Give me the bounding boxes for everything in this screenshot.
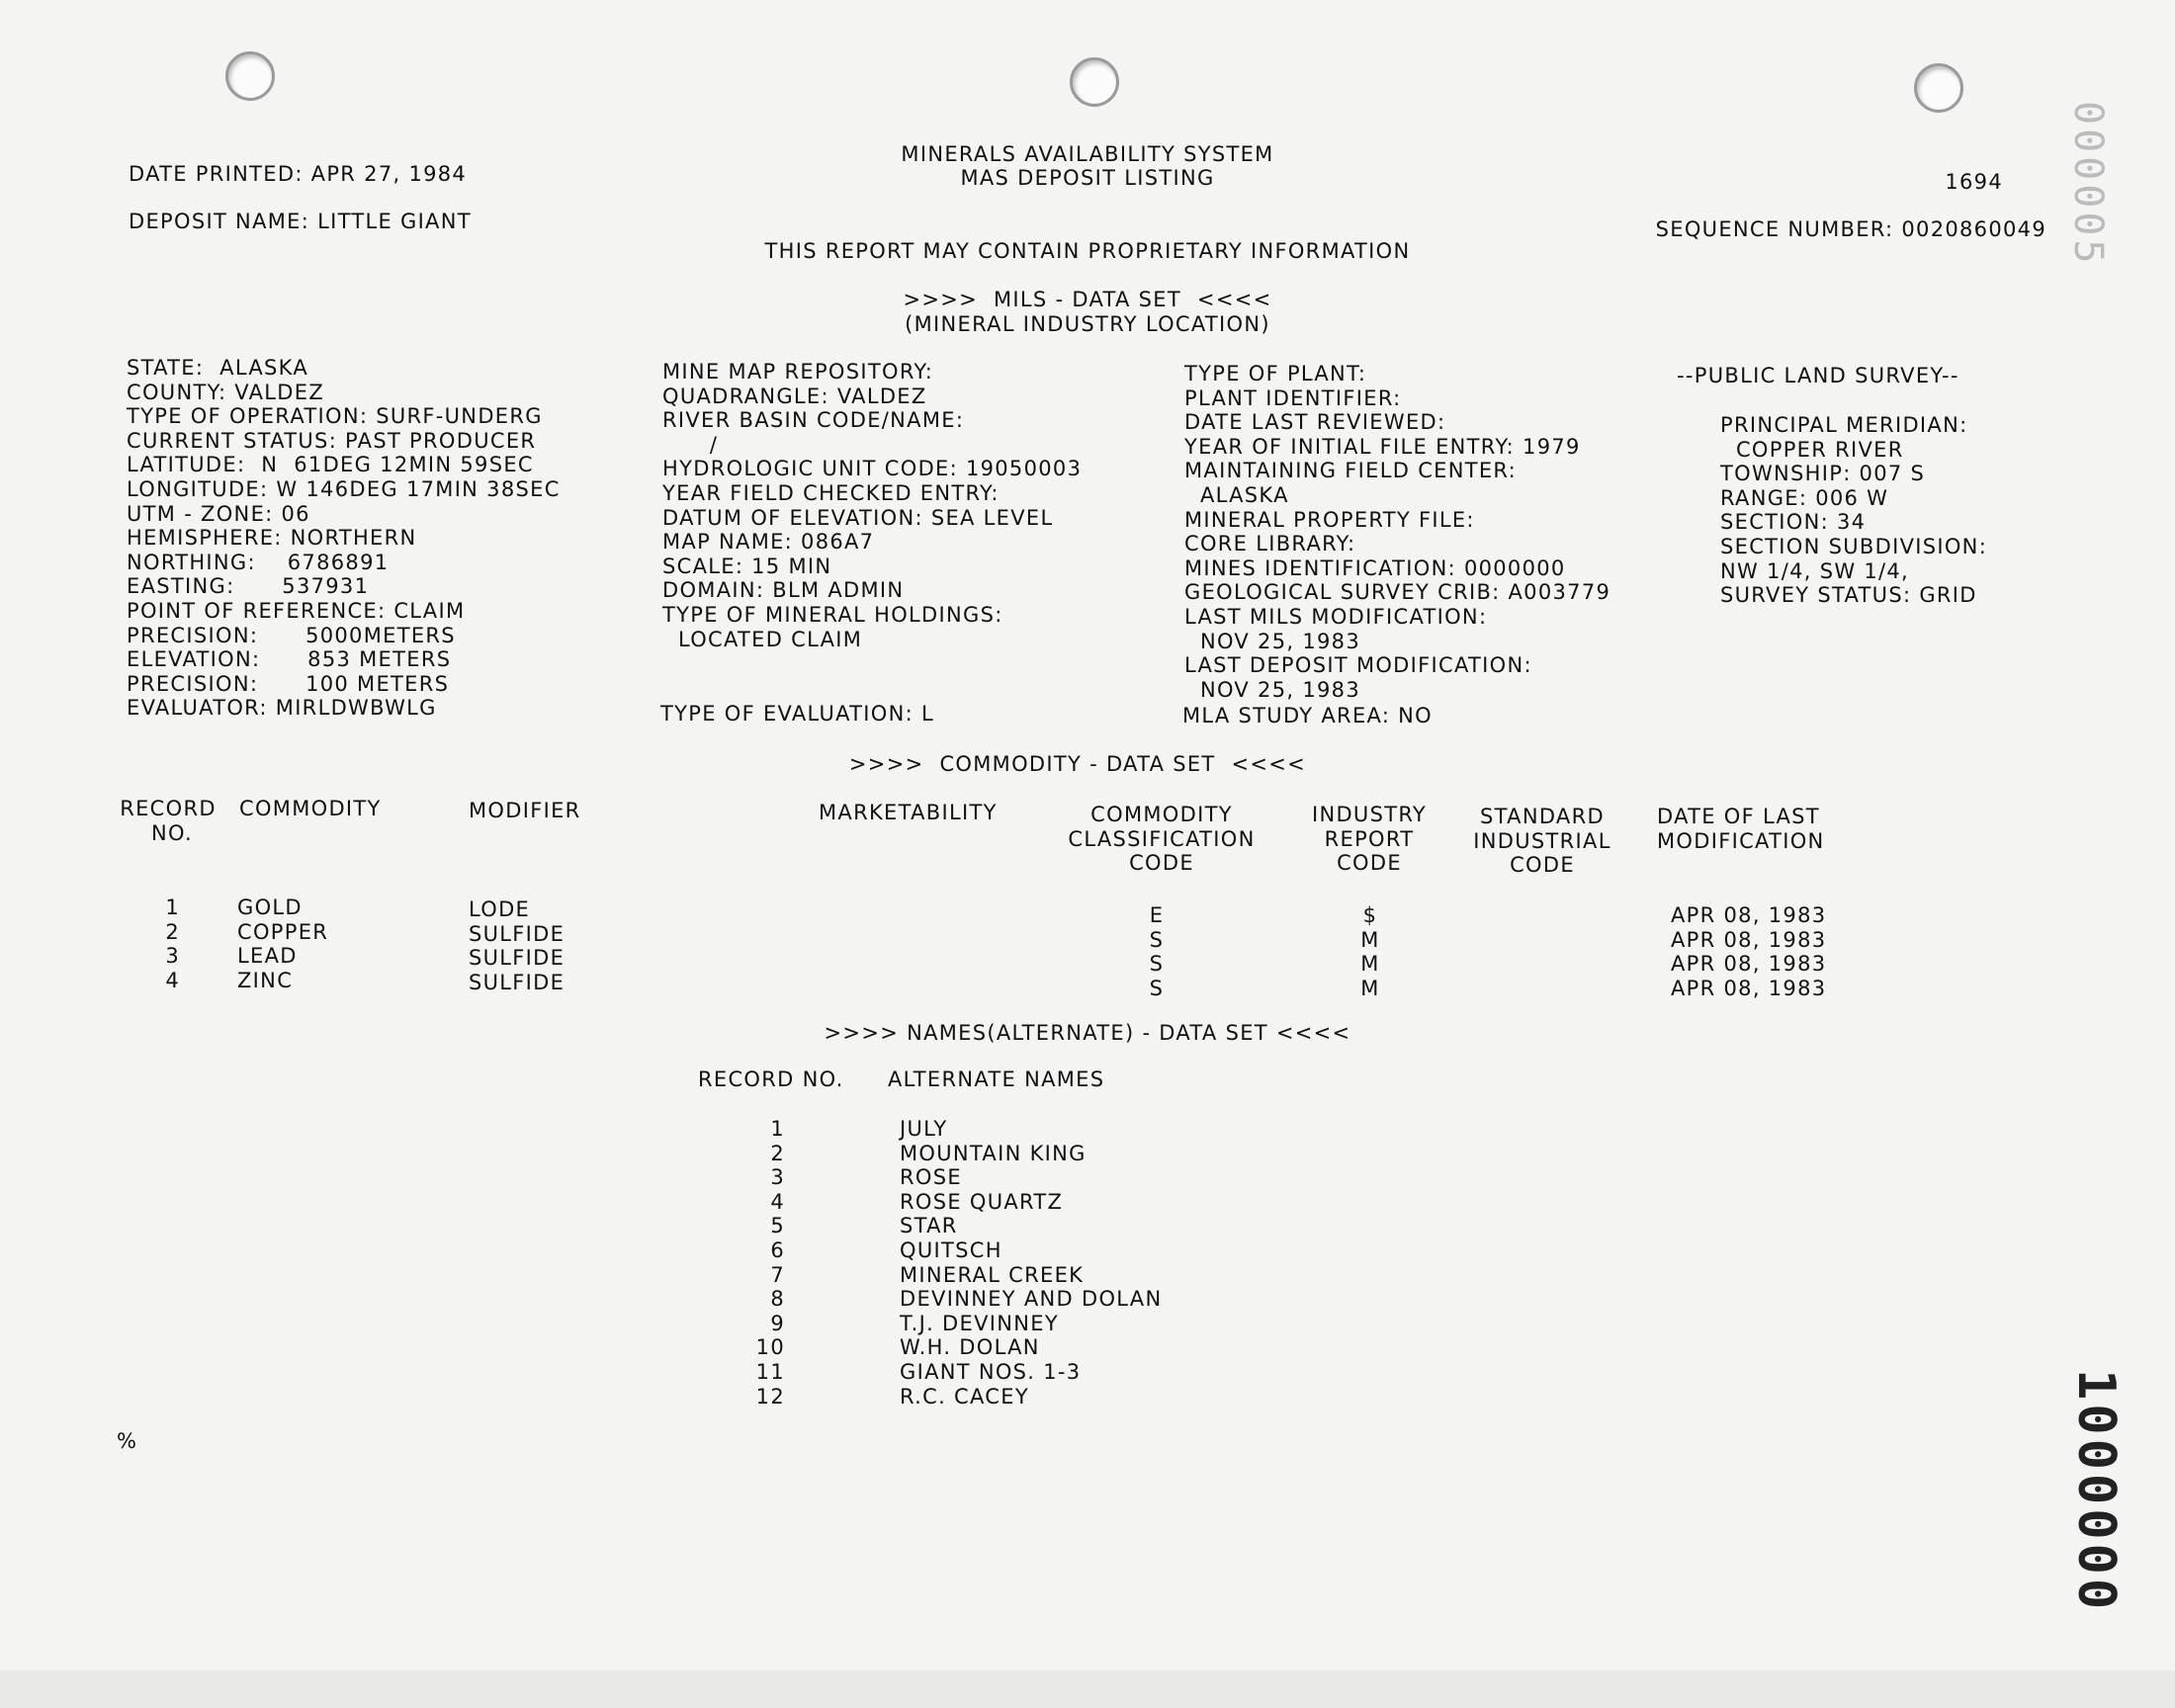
mils-field: LATITUDE: N 61DEG 12MIN 59SEC	[127, 453, 534, 477]
listing-title: MAS DEPOSIT LISTING	[960, 166, 1215, 190]
mils-field: LONGITUDE: W 146DEG 17MIN 38SEC	[127, 477, 561, 501]
survey-field: SURVEY STATUS: GRID	[1720, 583, 1977, 608]
percent-mark: %	[117, 1429, 138, 1453]
name-record: 11	[755, 1360, 785, 1384]
name-record: 12	[755, 1384, 785, 1409]
cell-classification: E	[1149, 903, 1165, 927]
punch-hole-right	[1914, 63, 1963, 113]
mils-field: EVALUATOR: MIRLDWBWLG	[127, 696, 437, 721]
alternate-name: QUITSCH	[900, 1238, 1002, 1262]
alternate-name: STAR	[900, 1214, 958, 1238]
cell-industry: $	[1362, 903, 1378, 927]
alternate-name: W.H. DOLAN	[900, 1335, 1040, 1360]
page-stamp-top: 000005	[2065, 101, 2111, 268]
mils-field: STATE: ALASKA	[127, 356, 308, 380]
mils-field: DATE LAST REVIEWED:	[1184, 410, 1446, 435]
proprietary-notice: THIS REPORT MAY CONTAIN PROPRIETARY INFORMATION	[764, 239, 1411, 263]
cell-industry: M	[1360, 927, 1380, 952]
cell-modifier: SULFIDE	[469, 921, 566, 946]
scan-edge	[0, 1670, 2175, 1708]
column-header-industry: INDUSTRY REPORT CODE	[1311, 803, 1428, 876]
sequence-number: SEQUENCE NUMBER: 0020860049	[1655, 217, 2046, 241]
mils-field: RIVER BASIN CODE/NAME:	[662, 408, 965, 433]
cell-record: 4	[165, 968, 180, 992]
cell-modifier: SULFIDE	[469, 970, 566, 994]
mils-field: MLA STUDY AREA: NO	[1182, 704, 1434, 727]
survey-field: TOWNSHIP: 007 S	[1720, 462, 1926, 486]
names-header-names: ALTERNATE NAMES	[888, 1068, 1105, 1091]
alternate-name: ROSE	[900, 1165, 962, 1190]
cell-date: APR 08, 1983	[1671, 927, 1827, 952]
cell-commodity: LEAD	[237, 944, 298, 969]
mils-field: LOCATED CLAIM	[662, 627, 863, 651]
column-header-standard: STANDARD INDUSTRIAL CODE	[1473, 805, 1611, 878]
punch-hole-center	[1070, 57, 1119, 107]
survey-field: NW 1/4, SW 1/4,	[1720, 558, 1910, 583]
deposit-name: DEPOSIT NAME: LITTLE GIANT	[129, 210, 472, 233]
cell-industry: M	[1360, 976, 1380, 1000]
survey-field: SECTION: 34	[1720, 510, 1867, 535]
cell-commodity: GOLD	[237, 896, 303, 919]
mils-field: DOMAIN: BLM ADMIN	[662, 578, 905, 603]
commodity-title: >>>> COMMODITY - DATA SET <<<<	[848, 752, 1307, 776]
mils-field: PRECISION: 100 METERS	[127, 671, 450, 696]
cell-modifier: LODE	[469, 897, 531, 921]
mils-field: COUNTY: VALDEZ	[127, 380, 325, 404]
name-record: 8	[770, 1287, 785, 1312]
cell-date: APR 08, 1983	[1671, 903, 1827, 927]
mils-field: PRECISION: 5000METERS	[127, 623, 456, 647]
mils-field: SCALE: 15 MIN	[662, 554, 832, 578]
alternate-name: DEVINNEY AND DOLAN	[900, 1287, 1163, 1312]
mils-field: PLANT IDENTIFIER:	[1184, 385, 1402, 410]
alternate-name: R.C. CACEY	[900, 1384, 1029, 1409]
cell-modifier: SULFIDE	[469, 946, 566, 971]
cell-classification: S	[1149, 952, 1165, 977]
mils-field: HYDROLOGIC UNIT CODE: 19050003	[662, 457, 1083, 481]
mils-field: ALASKA	[1184, 483, 1289, 507]
mils-field: TYPE OF PLANT:	[1184, 362, 1367, 385]
mils-field: HEMISPHERE: NORTHERN	[127, 526, 417, 551]
mils-field: TYPE OF EVALUATION: L	[660, 702, 934, 726]
survey-field: SECTION SUBDIVISION:	[1720, 535, 1988, 558]
mils-field: /	[662, 432, 719, 457]
cell-industry: M	[1360, 952, 1380, 977]
survey-field: PRINCIPAL MERIDIAN:	[1720, 413, 1968, 437]
names-title: >>>> NAMES(ALTERNATE) - DATA SET <<<<	[824, 1021, 1351, 1045]
name-record: 10	[755, 1335, 785, 1360]
name-record: 2	[770, 1141, 785, 1165]
mils-field: ELEVATION: 853 METERS	[127, 647, 452, 672]
page-stamp-bottom: 1000000	[2066, 1369, 2126, 1614]
mils-field: UTM - ZONE: 06	[127, 501, 310, 526]
name-record: 1	[770, 1117, 785, 1141]
cell-record: 2	[165, 919, 180, 944]
name-record: 9	[770, 1311, 785, 1335]
column-header-marketability: MARKETABILITY	[819, 801, 998, 824]
column-header-record: RECORD NO.	[120, 797, 217, 845]
mils-subtitle: (MINERAL INDUSTRY LOCATION)	[905, 312, 1270, 336]
column-header-classification: COMMODITY CLASSIFICATION CODE	[1068, 803, 1256, 876]
cell-record: 1	[165, 896, 180, 919]
mils-field: MINE MAP REPOSITORY:	[662, 360, 934, 384]
page-number: 1694	[1945, 170, 2003, 194]
survey-field: COPPER RIVER	[1720, 437, 1904, 462]
mils-field: CORE LIBRARY:	[1184, 532, 1356, 556]
name-record: 5	[770, 1214, 785, 1238]
mils-field: NOV 25, 1983	[1184, 677, 1360, 702]
mils-field: LAST MILS MODIFICATION:	[1184, 605, 1488, 629]
mils-title: >>>> MILS - DATA SET <<<<	[903, 288, 1272, 311]
mils-field: NOV 25, 1983	[1184, 629, 1360, 653]
cell-record: 3	[165, 944, 180, 969]
alternate-name: GIANT NOS. 1-3	[900, 1360, 1082, 1384]
mils-field: MINES IDENTIFICATION: 0000000	[1184, 555, 1566, 580]
mils-field: TYPE OF OPERATION: SURF-UNDERG	[127, 404, 543, 429]
mils-field: EASTING: 537931	[127, 574, 370, 599]
alternate-name: MINERAL CREEK	[900, 1262, 1085, 1287]
mils-field: POINT OF REFERENCE: CLAIM	[127, 599, 466, 623]
column-header-commodity: COMMODITY	[239, 797, 382, 820]
mils-field: CURRENT STATUS: PAST PRODUCER	[127, 428, 537, 453]
punch-hole-left	[225, 51, 275, 101]
cell-date: APR 08, 1983	[1671, 976, 1827, 1000]
cell-classification: S	[1149, 976, 1165, 1000]
mils-field: TYPE OF MINERAL HOLDINGS:	[662, 603, 1003, 627]
alternate-name: JULY	[900, 1117, 948, 1141]
mils-field: MAINTAINING FIELD CENTER:	[1184, 459, 1518, 483]
name-record: 6	[770, 1238, 785, 1262]
mils-field: QUADRANGLE: VALDEZ	[662, 384, 927, 408]
name-record: 7	[770, 1262, 785, 1287]
system-title: MINERALS AVAILABILITY SYSTEM	[901, 142, 1274, 166]
mils-field: YEAR FIELD CHECKED ENTRY:	[662, 481, 1000, 505]
name-record: 4	[770, 1189, 785, 1214]
cell-commodity: ZINC	[237, 968, 294, 992]
alternate-name: MOUNTAIN KING	[900, 1141, 1087, 1165]
cell-classification: S	[1149, 927, 1165, 952]
name-record: 3	[770, 1165, 785, 1190]
mils-field: DATUM OF ELEVATION: SEA LEVEL	[662, 505, 1054, 530]
alternate-name: T.J. DEVINNEY	[900, 1311, 1059, 1335]
mils-field: YEAR OF INITIAL FILE ENTRY: 1979	[1184, 434, 1581, 459]
column-header-modifier: MODIFIER	[469, 799, 581, 822]
mils-field: MAP NAME: 086A7	[662, 530, 875, 555]
cell-commodity: COPPER	[237, 919, 329, 944]
date-printed: DATE PRINTED: APR 27, 1984	[129, 162, 468, 186]
survey-field: RANGE: 006 W	[1720, 485, 1889, 510]
mils-field: LAST DEPOSIT MODIFICATION:	[1184, 653, 1532, 678]
cell-date: APR 08, 1983	[1671, 952, 1827, 977]
mils-field: MINERAL PROPERTY FILE:	[1184, 507, 1475, 532]
public-land-survey-title: --PUBLIC LAND SURVEY--	[1677, 364, 1959, 387]
mils-field: NORTHING: 6786891	[127, 550, 390, 574]
column-header-date: DATE OF LAST MODIFICATION	[1657, 805, 1825, 853]
mils-field: GEOLOGICAL SURVEY CRIB: A003779	[1184, 580, 1611, 605]
names-header-record: RECORD NO.	[698, 1068, 844, 1091]
alternate-name: ROSE QUARTZ	[900, 1189, 1064, 1214]
